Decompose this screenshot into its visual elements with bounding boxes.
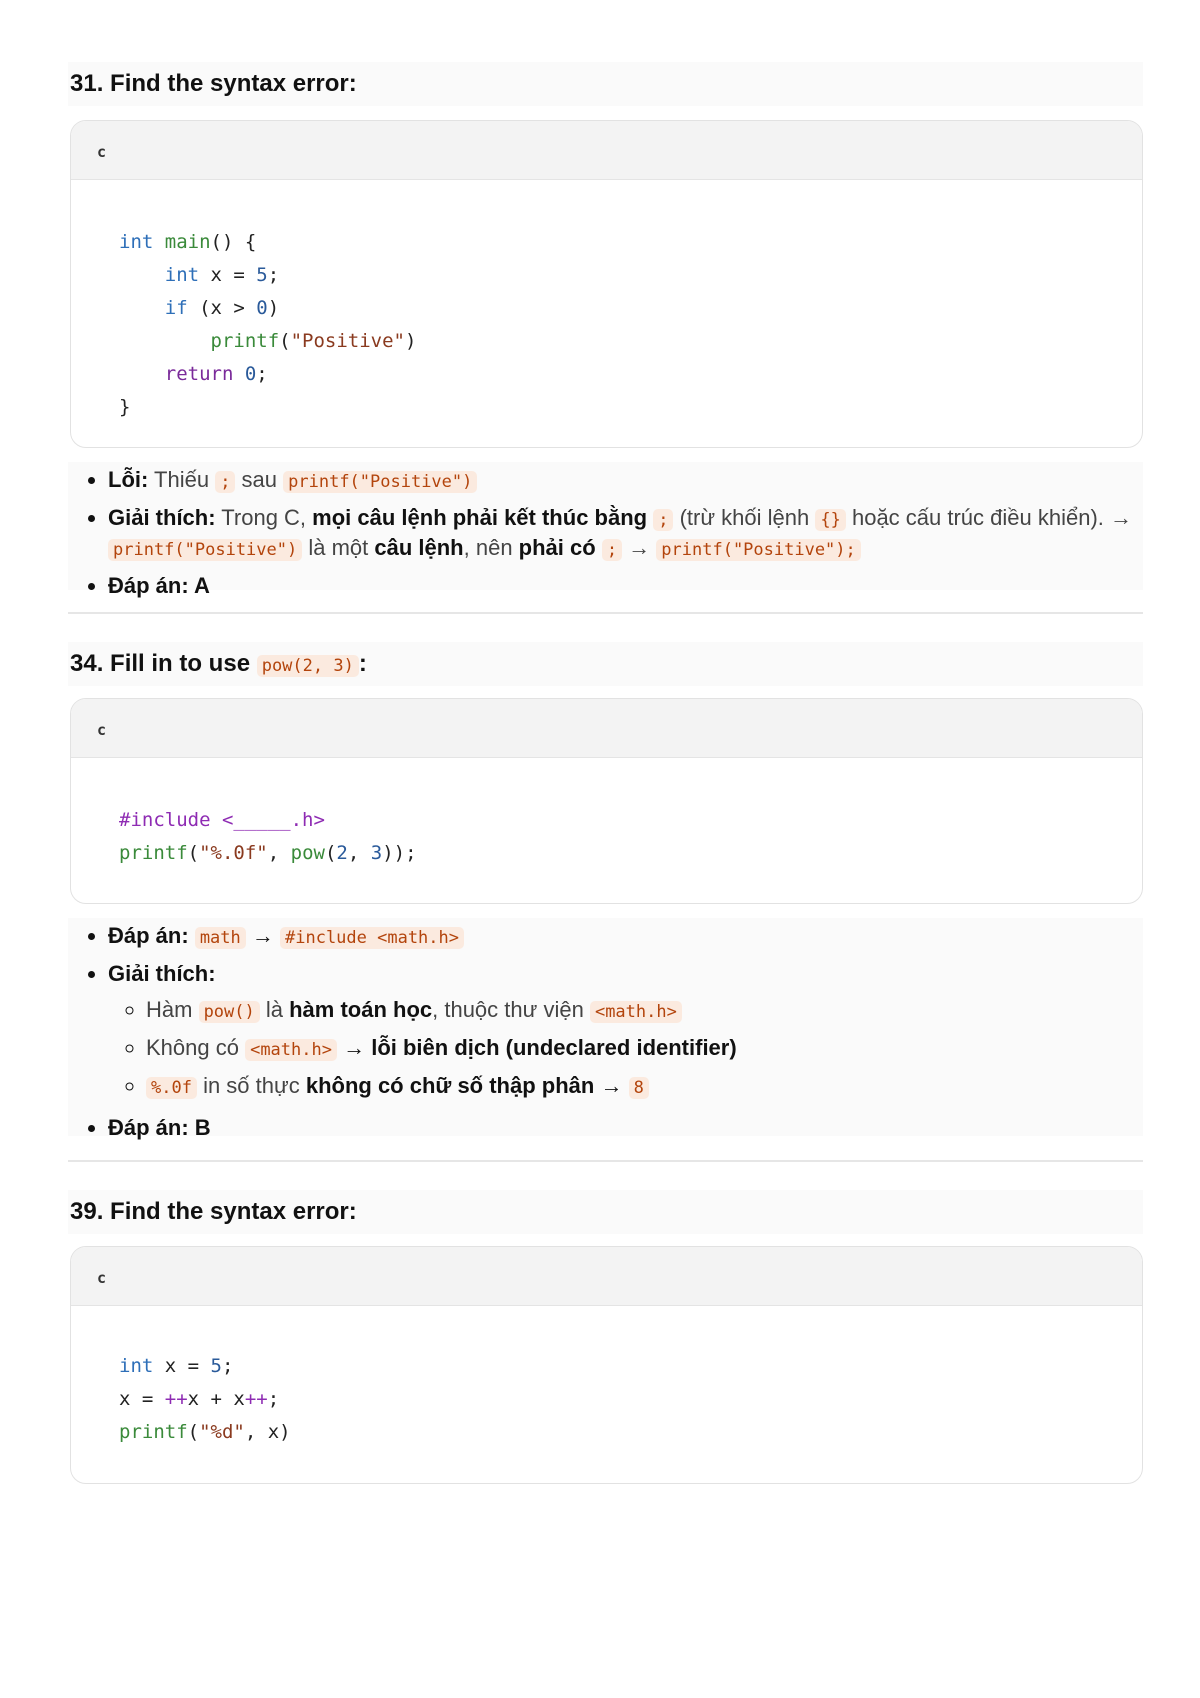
- divider: [68, 1160, 1143, 1162]
- code-block-q39: [70, 1246, 1143, 1484]
- code-language-label: c: [71, 121, 1142, 180]
- code-block-q34: [70, 698, 1143, 904]
- code-block-q31: [70, 120, 1143, 448]
- code-content[interactable]: int x = 5; x = ++x + x++; printf("%d", x): [119, 1355, 291, 1443]
- sub-note-format: ◦ %.0f in số thực không có chữ số thập phân → 8: [146, 1068, 1143, 1106]
- notes-q34: [68, 918, 1143, 1140]
- note-answer: • Đáp án: B: [108, 1106, 1143, 1146]
- question-34-heading: 34. Fill in to use pow(2, 3) :: [68, 642, 1143, 686]
- code-content[interactable]: #include <_____.h> printf("%.0f", pow(2, 3));: [119, 809, 417, 864]
- code-language-label: c: [71, 699, 1142, 758]
- question-31-heading: 31. Find the syntax error:: [68, 62, 1143, 106]
- notes-q31: [68, 462, 1143, 598]
- note-error: • Lỗi: Thiếu ; sau printf("Positive"): [108, 462, 1143, 500]
- sub-note-pow: ◦ Hàm pow() là hàm toán học, thuộc thư viện <math.h>: [146, 992, 1143, 1030]
- note-answer-detail: • Đáp án: math → #include <math.h>: [108, 918, 1143, 956]
- divider: [68, 612, 1143, 614]
- note-explanation: • Giải thích: ◦ Hàm pow() là hàm toán học, thuộc thư viện <math.h> ◦ Không có <math.h> → lỗi biên dịch (undeclared identifier) ◦ %.0f in số thực không có chữ số thập phân → 8: [108, 956, 1143, 1106]
- sub-note-no-include: ◦ Không có <math.h> → lỗi biên dịch (undeclared identifier): [146, 1030, 1143, 1068]
- code-language-label: c: [71, 1247, 1142, 1306]
- note-explanation: • Giải thích: Trong C, mọi câu lệnh phải kết thúc bằng ; (trừ khối lệnh {} hoặc cấu trúc điều khiển). → printf("Positive") là một câu lệnh, nên phải có ; → printf("Positive");: [108, 500, 1143, 568]
- question-39-heading: 39. Find the syntax error:: [68, 1190, 1143, 1234]
- code-content[interactable]: int main() { int x = 5; if (x > 0) printf("Positive") return 0; }: [119, 231, 417, 418]
- note-answer: • Đáp án: A: [108, 568, 1143, 604]
